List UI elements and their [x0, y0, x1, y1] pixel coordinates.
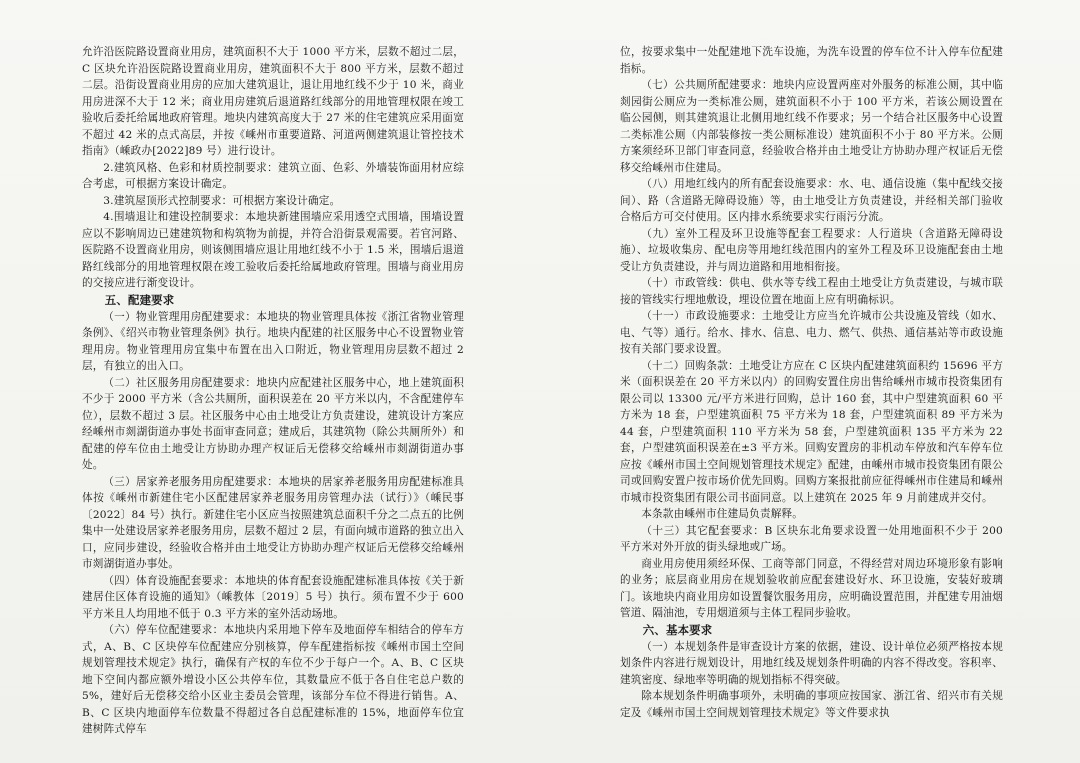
paragraph: （六）停车位配建要求：本地块内采用地下停车及地面停车相结合的停车方式，A、B、C 区块停车位配建应分别核算，停车配建指标按《嵊州市国土空间规划管理技术规定》执行，确保有产权的车位不少于每户一个。A、B、C 区块地下空间内都应额外增设小区公共停车位，其数量应不低于各自住宅总户数的 5%，建好后无偿移交给小区业主委员会管理，该部分车位不得进行销售。A、B、C 区块内地面停车位数量不得超过各自总配建标准的 15%，地面停车位宜建树阵式停车	[82, 624, 464, 735]
paragraph: （八）用地红线内的所有配套设施要求：水、电、通信设施（集中配线交接间）、路（含道路无障碍设施）等，由土地受让方负责建设，并经相关部门验收合格后方可交付使用。区内排水系统要求实行雨污分流。	[620, 178, 1003, 223]
section-heading: 六、基本要求	[642, 622, 713, 637]
section-heading: 五、配建要求	[104, 292, 175, 307]
paragraph: （七）公共厕所配建要求：地块内应设置两座对外服务的标准公厕，其中临剡园街公厕应为一类标准公厕，建筑面积不小于 100 平方米，若该公厕设置在临公园侧，则其建筑退让北侧用地红线不作要求；另一个结合社区服务中心设置二类标准公厕（内部装修按一类公厕标准设）建筑面积不小于 80 平方米。公厕方案须经环卫部门审查同意，经验收合格并由土地受让方协助办理产权证后无偿移交给嵊州市住建局。	[620, 79, 1003, 174]
paragraph: 本条款由嵊州市住建局负责解释。	[641, 508, 804, 520]
paragraph: （四）体育设施配套要求：本地块的体育配套设施配建标准具体按《关于新建居住区体育设施的通知》（嵊教体〔2019〕5 号）执行。须布置不少于 600 平方米且人均用地不低于 0.3 平方米的室外活动场地。	[82, 574, 464, 620]
paragraph: （三）居家养老服务用房配建要求：本地块的居家养老服务用房配建标准具体按《嵊州市新建住宅小区配建居家养老服务用房管理办法（试行）》（嵊民事〔2022〕84 号）执行。新建住宅小区应当按照建筑总面积千分之二点五的比例集中一处建设居家养老服务用房，层数不超过 2 层，有面向城市道路的独立出入口，应同步建设，经验收合格并由土地受让方协助办理产权证后无偿移交给嵊州市剡湖街道办事处。	[82, 475, 464, 570]
paragraph: （十二）回购条款：土地受让方应在 C 区块内配建建筑面积约 15696 平方米（面积误差在 20 平方米以内）的回购安置住房出售给嵊州市城市投资集团有限公司以 13300 元/平方米进行回购，总计 160 套，其中户型建筑面积 60 平方米为 18 套，户型建筑面积 75 平方米为 18 套，户型建筑面积 89 平方米为 44 套，户型建筑面积 110 平方米为 58 套，户型建筑面积 135 平方米为 22 套，户型建筑面积误差在±3 平方米。回购安置房的非机动车停放和汽车停车位应按《嵊州市国土空间规划管理技术规定》配建，由嵊州市城市投资集团有限公司或回购安置户按市场价优先回购。回购方案报批前应征得嵊州市住建局和嵊州市城市投资集团有限公司书面同意。以上建筑在 2025 年 9 月前建成并交付。	[620, 359, 1003, 504]
paragraph: 2.建筑风格、色彩和材质控制要求：建筑立面、色彩、外墙装饰面用材应综合考虑，可根据方案设计确定。	[82, 161, 464, 190]
paragraph: 允许沿医院路设置商业用房，建筑面积不大于 1000 平方米，层数不超过二层，C 区块允许沿医院路设置商业用房，建筑面积不大于 800 平方米，层数不超过二层。沿街设置商业用房的应加大建筑退让，退让用地红线不少于 10 米，商业用房进深不大于 12 米；商业用房建筑后退道路红线部分的用地管理权限在竣工验收后委托给属地政府管理。地块内建筑高度大于 27 米的住宅建筑应采用面宽不超过 42 米的点式高层，并按《嵊州市重要道路、河道两侧建筑退让管控技术指南》（嵊政办[2022]89 号）进行设计。	[82, 46, 464, 157]
paragraph: 3.建筑屋顶形式控制要求：可根据方案设计确定。	[103, 194, 341, 207]
paragraph: （九）室外工程及环卫设施等配套工程要求：人行道块（含道路无障碍设施）、垃圾收集房、配电房等用地红线范围内的室外工程及环卫设施配套由土地受让方负责建设，并与周边道路和用地相衔接。	[620, 227, 1003, 273]
paragraph: 除本规划条件明确事项外，未明确的事项应按国家、浙江省、绍兴市有关规定及《嵊州市国土空间规划管理技术规定》等文件要求执	[620, 690, 1003, 719]
paragraph: （十一）市政设施要求：土地受让方应当允许城市公共设施及管线（如水、电、气等）通行。给水、排水、信息、电力、燃气、供热、通信基站等市政设施按有关部门要求设置。	[620, 310, 1003, 355]
paragraph: （一）物业管理用房配建要求：本地块的物业管理具体按《浙江省物业管理条例》、《绍兴市物业管理条例》执行。地块内配建的社区服务中心不设置物业管理用房。物业管理用房宜集中布置在出入口附近，物业管理用房层数不超过 2 层，有独立的出入口。	[82, 310, 464, 372]
paragraph: 4.围墙退让和建设控制要求：本地块新建围墙应采用透空式围墙，围墙设置应以不影响周边已建建筑物和构筑物为前提，并符合沿街景观需要。若官河路、医院路不设置商业用房，则该侧围墙应退让用地红线不小于 1.5 米，围墙后退道路红线部分的用地管理权限在竣工验收后委托给属地政府管理。围墙与商业用房的交接应进行渐变设计。	[82, 211, 464, 289]
paragraph: （十）市政管线：供电、供水等专线工程由土地受让方负责建设，与城市联接的管线实行埋地敷设，埋设位置在地面上应有明确标识。	[620, 277, 1003, 306]
paragraph: （一）本规划条件是审查设计方案的依据，建设、设计单位必须严格按本规划条件内容进行规划设计，用地红线及规划条件明确的内容不得改变。容积率、建筑密度、绿地率等明确的规划指标不得突破。	[620, 640, 1003, 686]
left-column	[82, 44, 464, 738]
right-column	[620, 44, 1003, 721]
paragraph: 位，按要求集中一处配建地下洗车设施，为洗车设置的停车位不计入停车位配建指标。	[620, 46, 1003, 75]
paragraph: 商业用房使用须经环保、工商等部门同意，不得经营对周边环境形象有影响的业务；底层商业用房在规划验收前应配套建设好水、环卫设施，安装好玻璃门。该地块内商业用房如设置餐饮服务用房，应明确设置范围，并配建专用油烟管道、隔油池，专用烟道须与主体工程同步验收。	[620, 557, 1003, 619]
paragraph: （二）社区服务用房配建要求：地块内应配建社区服务中心，地上建筑面积不少于 2000 平方米（含公共厕所，面积误差在 20 平方米以内，不含配建停车位），层数不超过 3 层。社区服务中心由土地受让方负责建设，建筑设计方案应经嵊州市剡湖街道办事处书面审查同意；建成后，其建筑物（除公共厕所外）和配建的停车位由土地受让方协助办理产权证后无偿移交给嵊州市剡湖街道办事处。	[82, 376, 464, 471]
paragraph: （十三）其它配套要求：B 区块东北角要求设置一处用地面积不少于 200 平方米对外开放的街头绿地或广场。	[620, 524, 1003, 553]
